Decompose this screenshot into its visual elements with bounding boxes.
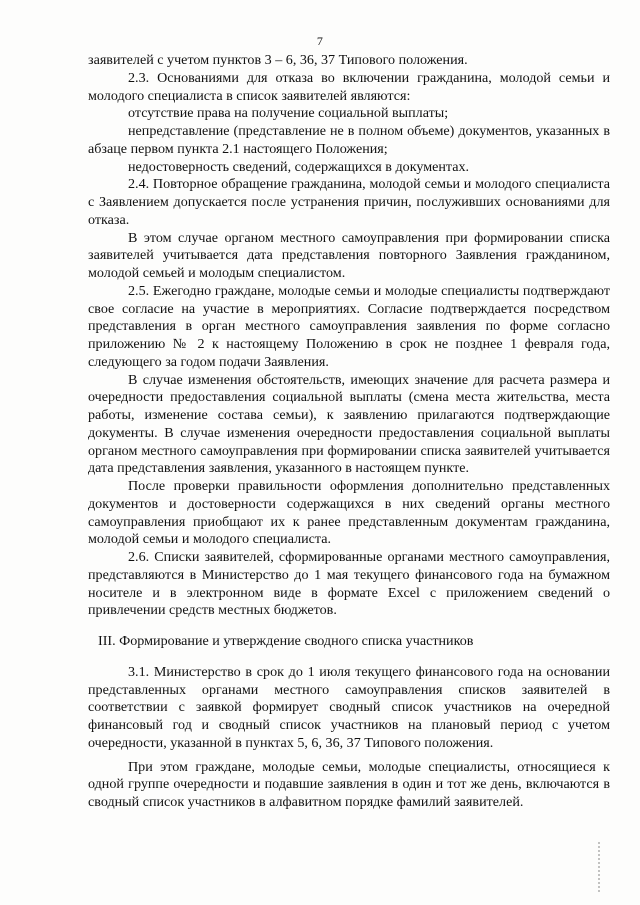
paragraph-2-3: 2.3. Основаниями для отказа во включении гражданина, молодой семьи и молодого специалиста в список заявителей являются: [88, 69, 610, 104]
paragraph-2-4: 2.4. Повторное обращение гражданина, молодой семьи и молодого специалиста с Заявлением допускается после устранения причин, послуживших основаниями для отказа. [88, 176, 610, 228]
paragraph-2-5: 2.5. Ежегодно граждане, молодые семьи и молодые специалисты подтверждают свое согласие на участие в мероприятиях. Согласие подтверждается посредством представления в орган местного самоуправления заявления по форме согласно приложению № 2 к настоящему Положению в срок не позднее 1 февраля года, следующего за годом подачи Заявления. [88, 282, 610, 370]
paragraph-2-4-case: В этом случае органом местного самоуправления при формировании списка заявителей учитывается дата представления повторного Заявления гражданином, молодой семьей и молодым специалистом. [88, 229, 610, 281]
list-item-unreliable-info: недостоверность сведений, содержащихся в документах. [128, 158, 470, 175]
document-body [88, 52, 610, 812]
paragraph-2-5-verification: После проверки правильности оформления дополнительно представленных документов и достоверности содержащихся в них сведений органы местного самоуправления приобщают их к ранее представленным документам гражданина, молодой семьи и молодого специалиста. [88, 478, 610, 548]
list-item-non-submission: непредставление (представление не в полном объеме) документов, указанных в абзаце первом пункта 2.1 настоящего Положения; [88, 123, 610, 157]
paragraph-2-6: 2.6. Списки заявителей, сформированные органами местного самоуправления, представляются в Министерство до 1 мая текущего финансового года на бумажном носителе и в электронном виде в формате Excel с приложением сведений о привлечении средств местных бюджетов. [88, 549, 610, 619]
paragraph-3-1: 3.1. Министерство в срок до 1 июля текущего финансового года на основании представленных органами местного самоуправления списков заявителей в соответствии с заявкой формирует сводный список участников на очередной финансовый год и сводный список участников на плановый период с учетом очередности, указанной в пунктах 5, 6, 36, 37 Типового положения. [88, 663, 610, 751]
section-heading-3: III. Формирование и утверждение сводного списка участников [98, 633, 474, 649]
list-item-no-right: отсутствие права на получение социальной выплаты; [128, 105, 449, 122]
paragraph-3-1-order: При этом граждане, молодые семьи, молодые специалисты, относящиеся к одной группе очередности и подавшие заявления в один и тот же день, включаются в сводный список участников в алфавитном порядке фамилий заявителей. [88, 758, 610, 810]
paragraph-continuation: заявителей с учетом пунктов 3 – 6, 36, 37 Типового положения. [88, 52, 468, 68]
page-number: 7 [316, 34, 324, 48]
scan-edge-mark [598, 842, 600, 894]
paragraph-2-5-changes: В случае изменения обстоятельств, имеющих значение для расчета размера и очередности предоставления социальной выплаты (смена места жительства, места работы, изменение состава семьи), к заявлению прилагаются подтверждающие документы. В случае изменения очередности предоставления социальной выплаты органом местного самоуправления при формировании списка заявителей учитывается дата представления заявления, указанного в настоящем пункте. [88, 371, 610, 477]
